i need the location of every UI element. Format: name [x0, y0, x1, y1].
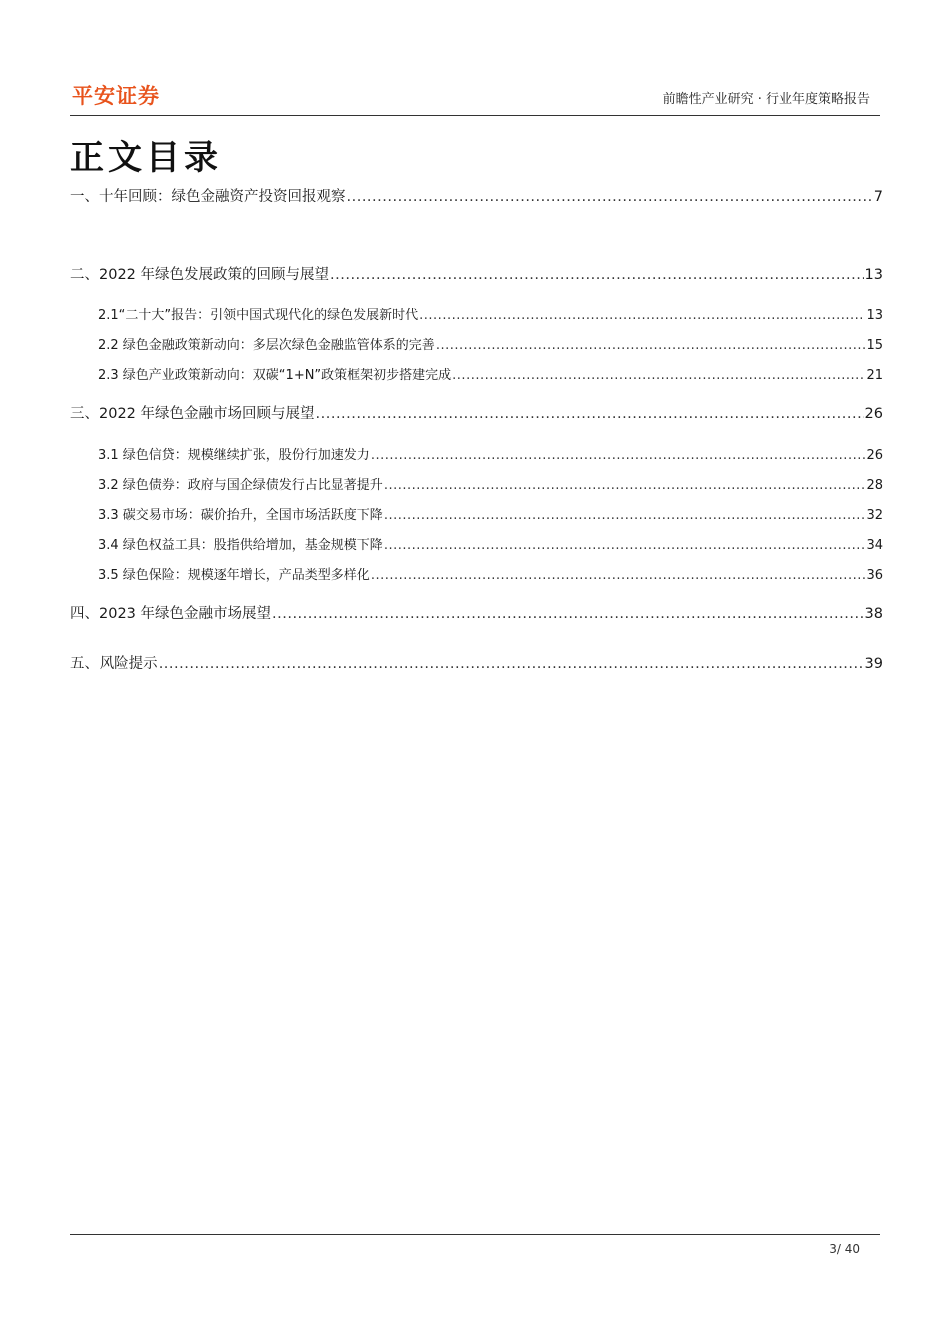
- toc-title: 3.5 绿色保险：规模逐年增长，产品类型多样化: [98, 568, 370, 583]
- footer-divider: [70, 1234, 880, 1235]
- toc-title: 2022 年绿色发展政策的回顾与展望: [99, 267, 330, 283]
- toc-page-number: 13: [864, 267, 883, 283]
- toc-title: 2023 年绿色金融市场展望: [99, 606, 272, 622]
- toc-entry-3-5[interactable]: [70, 564, 883, 583]
- toc-entry-4[interactable]: [70, 602, 883, 623]
- toc-leader: [436, 338, 866, 353]
- toc-title: 2.3 绿色产业政策新动向：双碳“1+N”政策框架初步搭建完成: [98, 368, 452, 383]
- toc-entry-2-1[interactable]: [70, 304, 883, 323]
- page-header: [70, 78, 880, 118]
- toc-leader: [159, 656, 864, 672]
- toc-title: 2.1“二十大”报告：引领中国式现代化的绿色发展新时代: [98, 308, 419, 323]
- toc-entry-5[interactable]: [70, 652, 883, 673]
- toc-page-number: 34: [866, 538, 883, 553]
- toc-number: 一、: [70, 189, 99, 205]
- toc-entry-2-2[interactable]: [70, 334, 883, 353]
- toc-number: 五、: [70, 656, 99, 672]
- toc-page-number: 15: [866, 338, 883, 353]
- toc-leader: [452, 368, 865, 383]
- toc-page-number: 36: [866, 568, 883, 583]
- toc-number: 二、: [70, 267, 99, 283]
- toc-entry-3-3[interactable]: [70, 504, 883, 523]
- toc-leader: [371, 568, 866, 583]
- toc-number: 三、: [70, 406, 99, 422]
- toc-number: 四、: [70, 606, 99, 622]
- toc-title: 十年回顾：绿色金融资产投资回报观察: [99, 189, 346, 205]
- header-divider: [70, 115, 880, 116]
- toc-title: 3.2 绿色债券：政府与国企绿债发行占比显著提升: [98, 478, 383, 493]
- toc-leader: [272, 606, 864, 622]
- toc-leader: [371, 448, 866, 463]
- report-title: 前瞻性产业研究 · 行业年度策略报告: [662, 92, 870, 107]
- toc-leader: [384, 508, 866, 523]
- toc-entry-2-3[interactable]: [70, 364, 883, 383]
- toc-page-number: 7: [873, 189, 883, 205]
- toc-page-number: 32: [866, 508, 883, 523]
- toc-page-number: 26: [864, 406, 883, 422]
- toc-leader: [316, 406, 864, 422]
- toc-page-number: 21: [866, 368, 883, 383]
- toc-title: 3.4 绿色权益工具：股指供给增加，基金规模下降: [98, 538, 383, 553]
- toc-leader: [347, 189, 873, 205]
- toc-title: 风险提示: [99, 656, 158, 672]
- toc-title: 3.1 绿色信贷：规模继续扩张，股份行加速发力: [98, 448, 370, 463]
- toc-entry-3-2[interactable]: [70, 474, 883, 493]
- toc-leader: [384, 478, 866, 493]
- toc-entry-3[interactable]: [70, 402, 883, 423]
- page-indicator: 3/ 40: [829, 1242, 860, 1256]
- toc-page-number: 38: [864, 606, 883, 622]
- toc-page-number: 26: [866, 448, 883, 463]
- toc-title: 3.3 碳交易市场：碳价抬升，全国市场活跃度下降: [98, 508, 383, 523]
- toc-page-number: 28: [866, 478, 883, 493]
- toc-entry-3-4[interactable]: [70, 534, 883, 553]
- toc-entry-1[interactable]: [70, 185, 883, 206]
- toc-page-number: 13: [866, 308, 883, 323]
- toc-leader: [419, 308, 865, 323]
- toc-entry-2[interactable]: [70, 263, 883, 284]
- toc-leader: [384, 538, 866, 553]
- brand-logo: 平安证券: [72, 84, 160, 108]
- toc-page-number: 39: [864, 656, 883, 672]
- toc-title: 2.2 绿色金融政策新动向：多层次绿色金融监管体系的完善: [98, 338, 435, 353]
- toc-entry-3-1[interactable]: [70, 444, 883, 463]
- toc-leader: [330, 267, 864, 283]
- toc-title: 2022 年绿色金融市场回顾与展望: [99, 406, 315, 422]
- page-title: 正文目录: [70, 138, 222, 178]
